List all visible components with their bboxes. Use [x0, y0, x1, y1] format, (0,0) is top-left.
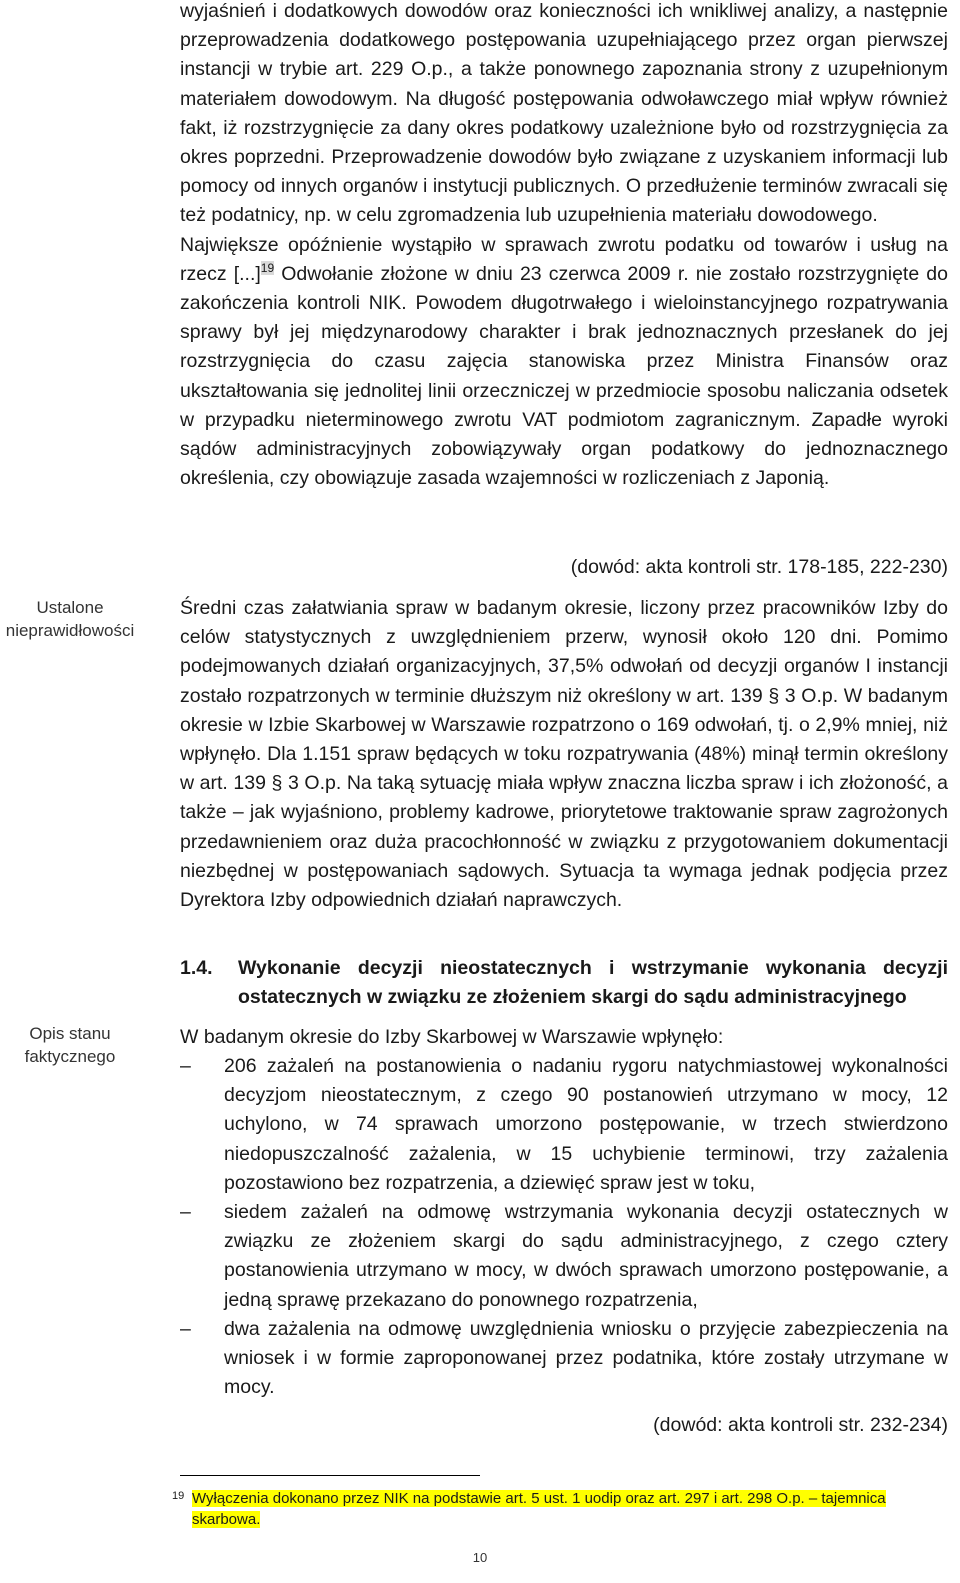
margin-label-irregularities-line1: Ustalone	[36, 598, 104, 617]
footnote-number: 19	[172, 1490, 185, 1502]
section-number: 1.4.	[180, 957, 213, 979]
paragraph-appeal-duration: wyjaśnień i dodatkowych dowodów oraz konieczności ich wnikliwej analizy, a następnie przeprowadzenia dodatkowego postępowania uzupełniającego przez organ pierwszej instancji w trybie art. 229 O.p., a także ponownego zapoznania strony z uzupełnionym materiałem dowodowym. Na długość postępowania odwoławczego miał wpływ również fakt, iż rozstrzygnięcie za dany okres podatkowy uzależnione było od rozstrzygnięcia za okres poprzedni. Przeprowadzenie dowodów było związane z uzyskaniem informacji lub pomocy od innych organów i instytucji publicznych. O przedłużenie terminów zwracali się też podatnicy, np. w celu zgromadzenia lub uzupełnienia materiału dowodowego.	[180, 0, 948, 227]
intro-line: W badanym okresie do Izby Skarbowej w Warszawie wpłynęło:	[180, 1026, 724, 1048]
page-number: 10	[472, 1550, 488, 1565]
list-item	[180, 1052, 948, 1198]
paragraph-largest-delay	[180, 231, 948, 494]
dash-bullet: –	[180, 1055, 191, 1077]
margin-label-facts	[0, 1022, 140, 1068]
list-item	[180, 1198, 948, 1315]
paragraph-largest-delay-part2: Odwołanie złożone w dniu 23 czerwca 2009 r. nie zostało rozstrzygnięte do zakończenia kontroli NIK. Powodem długotrwałego i wieloinstancyjnego rozpatrywania sprawy był jej międzynarodowy charakter i brak jednoznacznych przesłanek do jej rozstrzygnięcia do czasu zajęcia stanowiska przez Ministra Finansów oraz ukształtowania się jednolitej linii orzeczniczej w przedmiocie sposobu naliczania odsetek w przypadku nieterminowego zwrotu VAT podmiotom zagranicznym. Zapadłe wyroki sądów administracyjnych zobowiązywały organ podatkowy do jednoznacznego określenia, czy obowiązuje zasada wzajemności w rozliczeniach z Japonią.	[180, 262, 948, 490]
margin-label-facts-line2: faktycznego	[24, 1047, 116, 1066]
footnote-separator	[180, 1475, 480, 1476]
footnote	[172, 1488, 950, 1530]
margin-label-facts-line1: Opis stanu	[29, 1024, 111, 1043]
margin-label-irregularities-line2: nieprawidłowości	[5, 621, 135, 640]
section-heading	[180, 954, 948, 1012]
findings-block	[180, 594, 948, 915]
footnote-highlighted-text: Wyłączenia dokonano przez NIK na podstawie art. 5 ust. 1 uodip oraz art. 297 i art. 298 O.p. – tajemnica skarbowa.	[192, 1490, 886, 1528]
footnote-ref-19[interactable]: 19	[260, 261, 275, 276]
complaints-list	[180, 1052, 948, 1402]
paragraph-largest-delay-part1: Największe opóźnienie wystąpiło w sprawach zwrotu podatku od towarów i usług na rzecz [...]	[180, 233, 948, 285]
paragraph-findings: Średni czas załatwiania spraw w badanym okresie, liczony przez pracowników Izby do celów statystycznych z uwzględnieniem przerw, wynosił około 120 dni. Pomimo podejmowanych działań organizacyjnych, 37,5% odwołań od decyzji organów I instancji zostało rozpatrzonych w terminie dłuższym niż określony w art. 139 § 3 O.p. W badanym okresie w Izbie Skarbowej w Warszawie rozpatrzono o 169 odwołań, tj. o 2,9% mniej, niż wpłynęło. Dla 1.151 spraw będących w toku rozpatrywania (48%) minął termin określony w art. 139 § 3 O.p. Na taką sytuację miała wpływ znaczna liczba spraw i ich złożoność, a także – jak wyjaśniono, problemy kadrowe, priorytetowe traktowanie spraw zagrożonych przedawnieniem oraz duża pracochłonność w związku z przygotowaniem dokumentacji niezbędnej w postępowaniach sądowych. Sytuacja ta wymaga jednak podjęcia przez Dyrektora Izby odpowiednich działań naprawczych.	[180, 597, 948, 912]
top-text-block	[180, 0, 948, 493]
margin-label-irregularities	[0, 596, 140, 642]
dash-bullet: –	[180, 1201, 191, 1224]
dash-bullet: –	[180, 1317, 191, 1340]
list-item	[180, 1315, 948, 1403]
evidence-note-1: (dowód: akta kontroli str. 178-185, 222-230)	[570, 556, 948, 578]
list-item-text: 206 zażaleń na postanowienia o nadaniu rygoru natychmiastowej wykonalności decyzjom nieostatecznym, z czego 90 postanowień utrzymano w mocy, 12 uchylono, w 74 sprawach umorzono postępowanie, w trzech stwierdzono niedopuszczalność zażalenia, w 15 uchybienie terminowi, trzy zażalenia pozostawiono bez rozpatrzenia, a dziewięć spraw jest w toku,	[224, 1055, 948, 1194]
list-item-text: dwa zażalenia na odmowę uwzględnienia wniosku o przyjęcie zabezpieczenia na wniosek i w formie zaproponowanej przez podatnika, które zostały utrzymane w mocy.	[224, 1317, 948, 1399]
section-title: Wykonanie decyzji nieostatecznych i wstrzymanie wykonania decyzji ostatecznych w związku ze złożeniem skargi do sądu administracyjnego	[238, 957, 948, 1008]
footnote-text	[192, 1488, 950, 1530]
evidence-note-2: (dowód: akta kontroli str. 232-234)	[653, 1414, 948, 1436]
list-item-text: siedem zażaleń na odmowę wstrzymania wykonania decyzji ostatecznych w związku ze złożeniem skargi do sądu administracyjnego, z czego cztery postanowienia utrzymano w mocy, w dwóch sprawach umorzono postępowanie, a jedną sprawę przekazano do ponownego rozpatrzenia,	[224, 1201, 948, 1311]
